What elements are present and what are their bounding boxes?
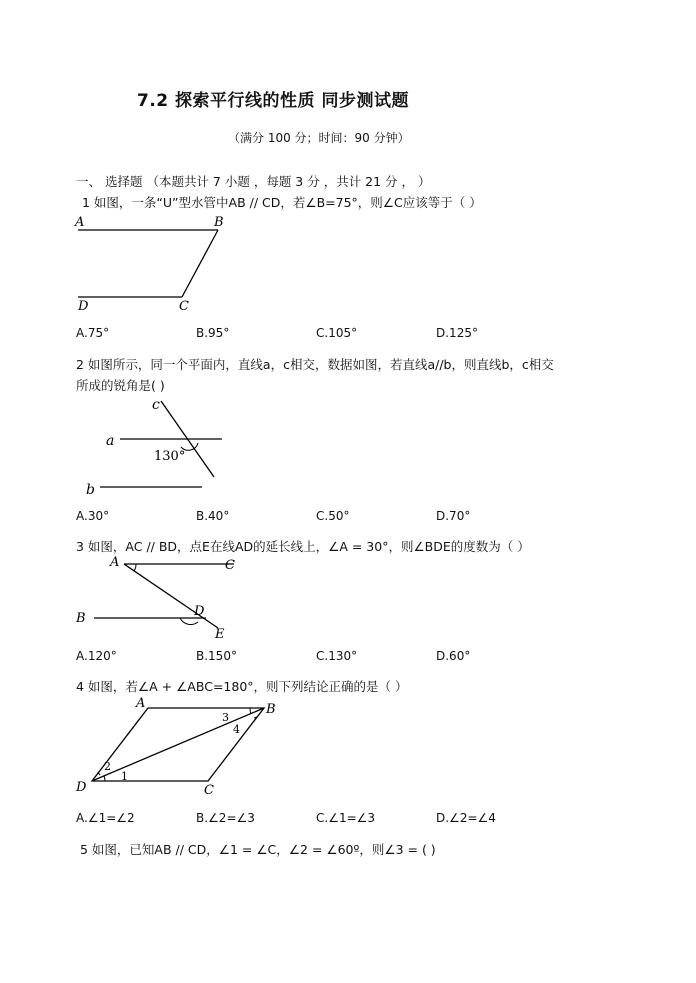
label-c: C: [204, 783, 214, 798]
label-b: B: [76, 611, 86, 626]
option-d[interactable]: D.70°: [436, 509, 471, 523]
figure-u-pipe: [70, 212, 240, 314]
label-a: A: [136, 696, 146, 711]
label-2: 2: [104, 760, 111, 773]
option-a[interactable]: A.∠1=∠2: [76, 811, 135, 825]
question-text: 3 如图，AC // BD，点E在线AD的延长线上，∠A = 30°，则∠BDE的度数为（ ）: [76, 539, 530, 554]
label-e: E: [215, 627, 225, 642]
label-b: B: [214, 215, 224, 230]
option-a[interactable]: A.30°: [76, 509, 110, 523]
label-c: c: [152, 397, 160, 413]
diagonal-db: [92, 708, 264, 781]
line-bc: [182, 230, 218, 297]
label-d: D: [194, 604, 205, 619]
question-text: 2 如图所示，同一个平面内，直线a，c相交，数据如图，若直线a//b，则直线b，c相交: [76, 357, 554, 372]
question-text: 1 如图，一条“U”型水管中AB // CD，若∠B=75°，则∠C应该等于（ ）: [82, 195, 482, 210]
option-b[interactable]: B.150°: [196, 649, 237, 663]
label-4: 4: [233, 723, 240, 736]
label-a: A: [110, 555, 120, 570]
page-title: 7.2 探索平行线的性质 同步测试题: [137, 91, 409, 111]
figure-parallelogram: [74, 696, 284, 798]
option-c[interactable]: C.130°: [316, 649, 358, 663]
figure-transversal: [70, 552, 250, 642]
label-b: B: [266, 702, 276, 717]
label-b: b: [86, 482, 95, 498]
angle-a-arc: [134, 564, 136, 571]
page-subtitle: （满分 100 分；时间：90 分钟）: [228, 131, 410, 145]
label-d: D: [76, 780, 87, 795]
option-d[interactable]: D.∠2=∠4: [436, 811, 496, 825]
option-b[interactable]: B.∠2=∠3: [196, 811, 255, 825]
question-text: 4 如图，若∠A + ∠ABC=180°，则下列结论正确的是（ ）: [76, 679, 408, 694]
section-heading: 一、 选择题 （本题共计 7 小题 ，每题 3 分 ，共计 21 分 ， ）: [76, 174, 431, 189]
option-d[interactable]: D.60°: [436, 649, 471, 663]
option-a[interactable]: A.75°: [76, 326, 110, 340]
angle-3-arc: [250, 708, 251, 714]
label-a: a: [106, 433, 115, 449]
label-angle: 130°: [154, 449, 186, 464]
label-a: A: [75, 215, 85, 230]
angle-1-arc: [104, 776, 105, 781]
label-3: 3: [222, 711, 229, 724]
option-a[interactable]: A.120°: [76, 649, 117, 663]
question-text: 5 如图，已知AB // CD，∠1 = ∠C，∠2 = ∠60º，则∠3 = ( ): [80, 842, 436, 857]
label-c: C: [225, 558, 235, 573]
option-b[interactable]: B.95°: [196, 326, 230, 340]
question-text-line2: 所成的锐角是( ): [76, 378, 165, 393]
option-b[interactable]: B.40°: [196, 509, 230, 523]
option-c[interactable]: C.50°: [316, 509, 350, 523]
option-c[interactable]: C.105°: [316, 326, 358, 340]
label-c: C: [179, 299, 189, 314]
figure-parallel-lines: [76, 393, 236, 499]
option-c[interactable]: C.∠1=∠3: [316, 811, 376, 825]
option-d[interactable]: D.125°: [436, 326, 478, 340]
label-1: 1: [121, 770, 128, 783]
label-d: D: [78, 299, 89, 314]
